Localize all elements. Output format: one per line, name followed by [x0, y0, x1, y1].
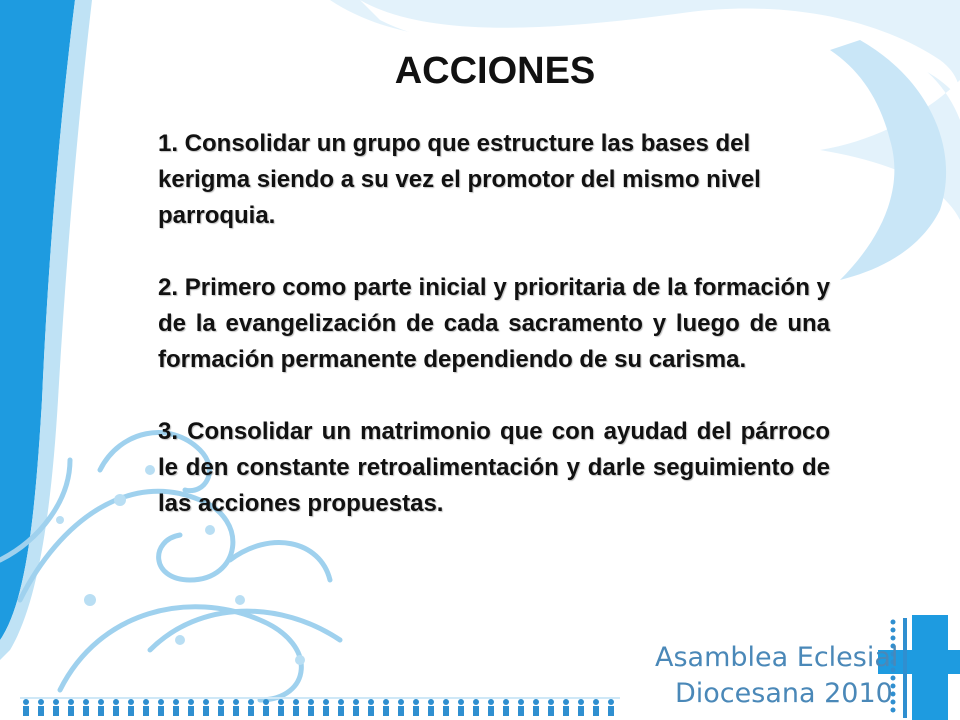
action-item-3: 3. Consolidar un matrimonio que con ayudad del párroco le den constante retroalimentación y darle seguimiento de las acciones propuestas.	[158, 418, 830, 517]
person-figure	[608, 699, 614, 716]
person-figure	[473, 699, 479, 716]
person-figure	[443, 699, 449, 716]
person-figure	[143, 699, 149, 716]
person-figure	[53, 699, 59, 716]
person-figure	[398, 699, 404, 716]
person-figure	[68, 699, 74, 716]
person-figure	[533, 699, 539, 716]
person-figure	[233, 699, 239, 716]
person-figure	[458, 699, 464, 716]
event-logo-text	[655, 640, 898, 712]
person-figure	[218, 699, 224, 716]
people-row-icon	[20, 697, 620, 716]
person-figure	[323, 699, 329, 716]
person-figure	[98, 699, 104, 716]
slide-title: ACCIONES	[394, 50, 596, 92]
person-figure	[308, 699, 314, 716]
person-figure	[293, 699, 299, 716]
person-figure	[428, 699, 434, 716]
person-figure	[353, 699, 359, 716]
person-figure	[203, 699, 209, 716]
person-figure	[488, 699, 494, 716]
brand-line-2: Diocesana 2010	[675, 678, 893, 709]
person-figure	[891, 620, 896, 625]
action-item-2: 2. Primero como parte inicial y prioritaria de la formación y de la evangelización de cada sacramento y luego de una formación permanente dependiendo de su carisma.	[158, 274, 830, 373]
person-figure	[158, 699, 164, 716]
person-figure	[113, 699, 119, 716]
action-item-1: 1. Consolidar un grupo que estructure las bases del kerigma siendo a su vez el promotor del mismo nivel parroquia.	[158, 130, 761, 229]
person-figure	[383, 699, 389, 716]
person-figure	[518, 699, 524, 716]
person-figure	[188, 699, 194, 716]
person-figure	[173, 699, 179, 716]
person-figure	[83, 699, 89, 716]
person-figure	[23, 699, 29, 716]
person-figure	[891, 628, 896, 633]
person-figure	[368, 699, 374, 716]
actions-list	[158, 126, 830, 558]
brand-line-1: Asamblea Eclesial	[655, 642, 899, 673]
person-figure	[548, 699, 554, 716]
person-figure	[593, 699, 599, 716]
person-figure	[413, 699, 419, 716]
person-figure	[278, 699, 284, 716]
person-figure	[38, 699, 44, 716]
person-figure	[578, 699, 584, 716]
person-figure	[263, 699, 269, 716]
person-figure	[248, 699, 254, 716]
person-figure	[128, 699, 134, 716]
person-figure	[338, 699, 344, 716]
person-figure	[563, 699, 569, 716]
person-figure	[503, 699, 509, 716]
